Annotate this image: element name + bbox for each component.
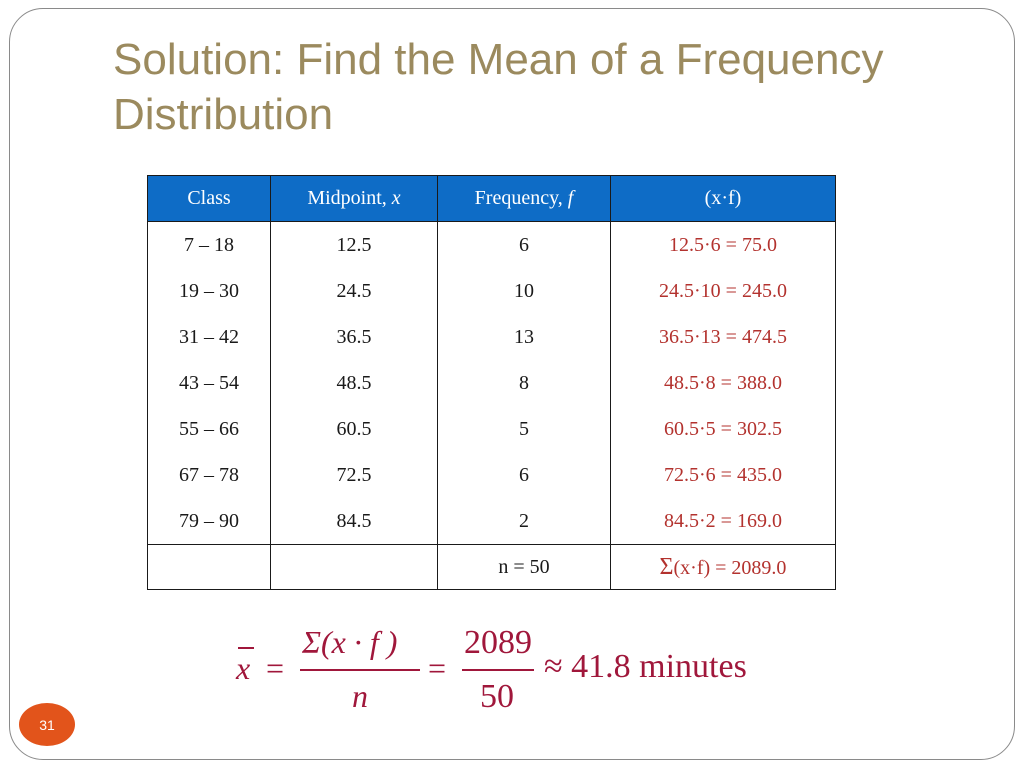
frequency-cell: 6 [438, 222, 611, 269]
table-total-row [148, 545, 836, 590]
class-cell: 19 – 30 [148, 268, 271, 314]
midpoint-cell: 60.5 [271, 406, 438, 452]
result-value: ≈ 41.8 minutes [544, 648, 747, 685]
table-row [148, 222, 836, 269]
xbar-symbol: x [236, 650, 251, 686]
product-cell: 84.5·2 = 169.0 [611, 498, 836, 545]
product-cell: 48.5·8 = 388.0 [611, 360, 836, 406]
class-cell: 55 – 66 [148, 406, 271, 452]
header-midpoint-label: Midpoint, [307, 187, 392, 209]
fraction-line-2 [462, 669, 534, 671]
denominator-value: 50 [480, 678, 514, 715]
midpoint-cell: 36.5 [271, 314, 438, 360]
total-midpoint-cell [271, 545, 438, 590]
product-cell: 12.5·6 = 75.0 [611, 222, 836, 269]
equals-sign-1: = [266, 650, 285, 686]
table-row [148, 498, 836, 545]
fraction-denominator: n [352, 678, 368, 714]
midpoint-cell: 12.5 [271, 222, 438, 269]
product-cell: 60.5·5 = 302.5 [611, 406, 836, 452]
header-midpoint-var: x [391, 187, 401, 209]
header-frequency-label: Frequency, [474, 187, 568, 209]
table-row [148, 268, 836, 314]
class-cell: 31 – 42 [148, 314, 271, 360]
midpoint-cell: 24.5 [271, 268, 438, 314]
total-class-cell [148, 545, 271, 590]
class-cell: 7 – 18 [148, 222, 271, 269]
header-midpoint [271, 176, 438, 222]
midpoint-cell: 48.5 [271, 360, 438, 406]
table-header-row [148, 176, 836, 222]
slide-number: 31 [39, 716, 55, 733]
frequency-cell: 6 [438, 452, 611, 498]
class-cell: 43 – 54 [148, 360, 271, 406]
product-cell: 24.5·10 = 245.0 [611, 268, 836, 314]
numerator-value: 2089 [464, 624, 532, 661]
total-n-cell: n = 50 [438, 545, 611, 590]
mean-formula [232, 622, 792, 718]
total-sum-value: (x·f) = 2089.0 [673, 556, 787, 579]
sigma-symbol: Σ [659, 553, 674, 580]
fraction-line-1 [300, 669, 420, 671]
header-frequency [438, 176, 611, 222]
xbar-overline [238, 647, 254, 649]
fraction-numerator: Σ(x · f ) [302, 624, 398, 660]
frequency-cell: 5 [438, 406, 611, 452]
table-row [148, 314, 836, 360]
header-frequency-var: f [567, 187, 574, 209]
header-class: Class [148, 176, 271, 222]
class-cell: 67 – 78 [148, 452, 271, 498]
table-row [148, 452, 836, 498]
equals-sign-2: = [428, 650, 447, 686]
frequency-cell: 13 [438, 314, 611, 360]
frequency-cell: 2 [438, 498, 611, 545]
slide-number-badge [19, 703, 75, 746]
midpoint-cell: 84.5 [271, 498, 438, 545]
product-cell: 72.5·6 = 435.0 [611, 452, 836, 498]
slide-title: Solution: Find the Mean of a Frequency Distribution [113, 35, 884, 139]
class-cell: 79 – 90 [148, 498, 271, 545]
header-product: (x·f) [611, 176, 836, 222]
frequency-table [147, 175, 836, 590]
midpoint-cell: 72.5 [271, 452, 438, 498]
frequency-cell: 10 [438, 268, 611, 314]
product-cell: 36.5·13 = 474.5 [611, 314, 836, 360]
table-row [148, 360, 836, 406]
total-sum-cell [611, 545, 836, 590]
frequency-cell: 8 [438, 360, 611, 406]
table-row [148, 406, 836, 452]
